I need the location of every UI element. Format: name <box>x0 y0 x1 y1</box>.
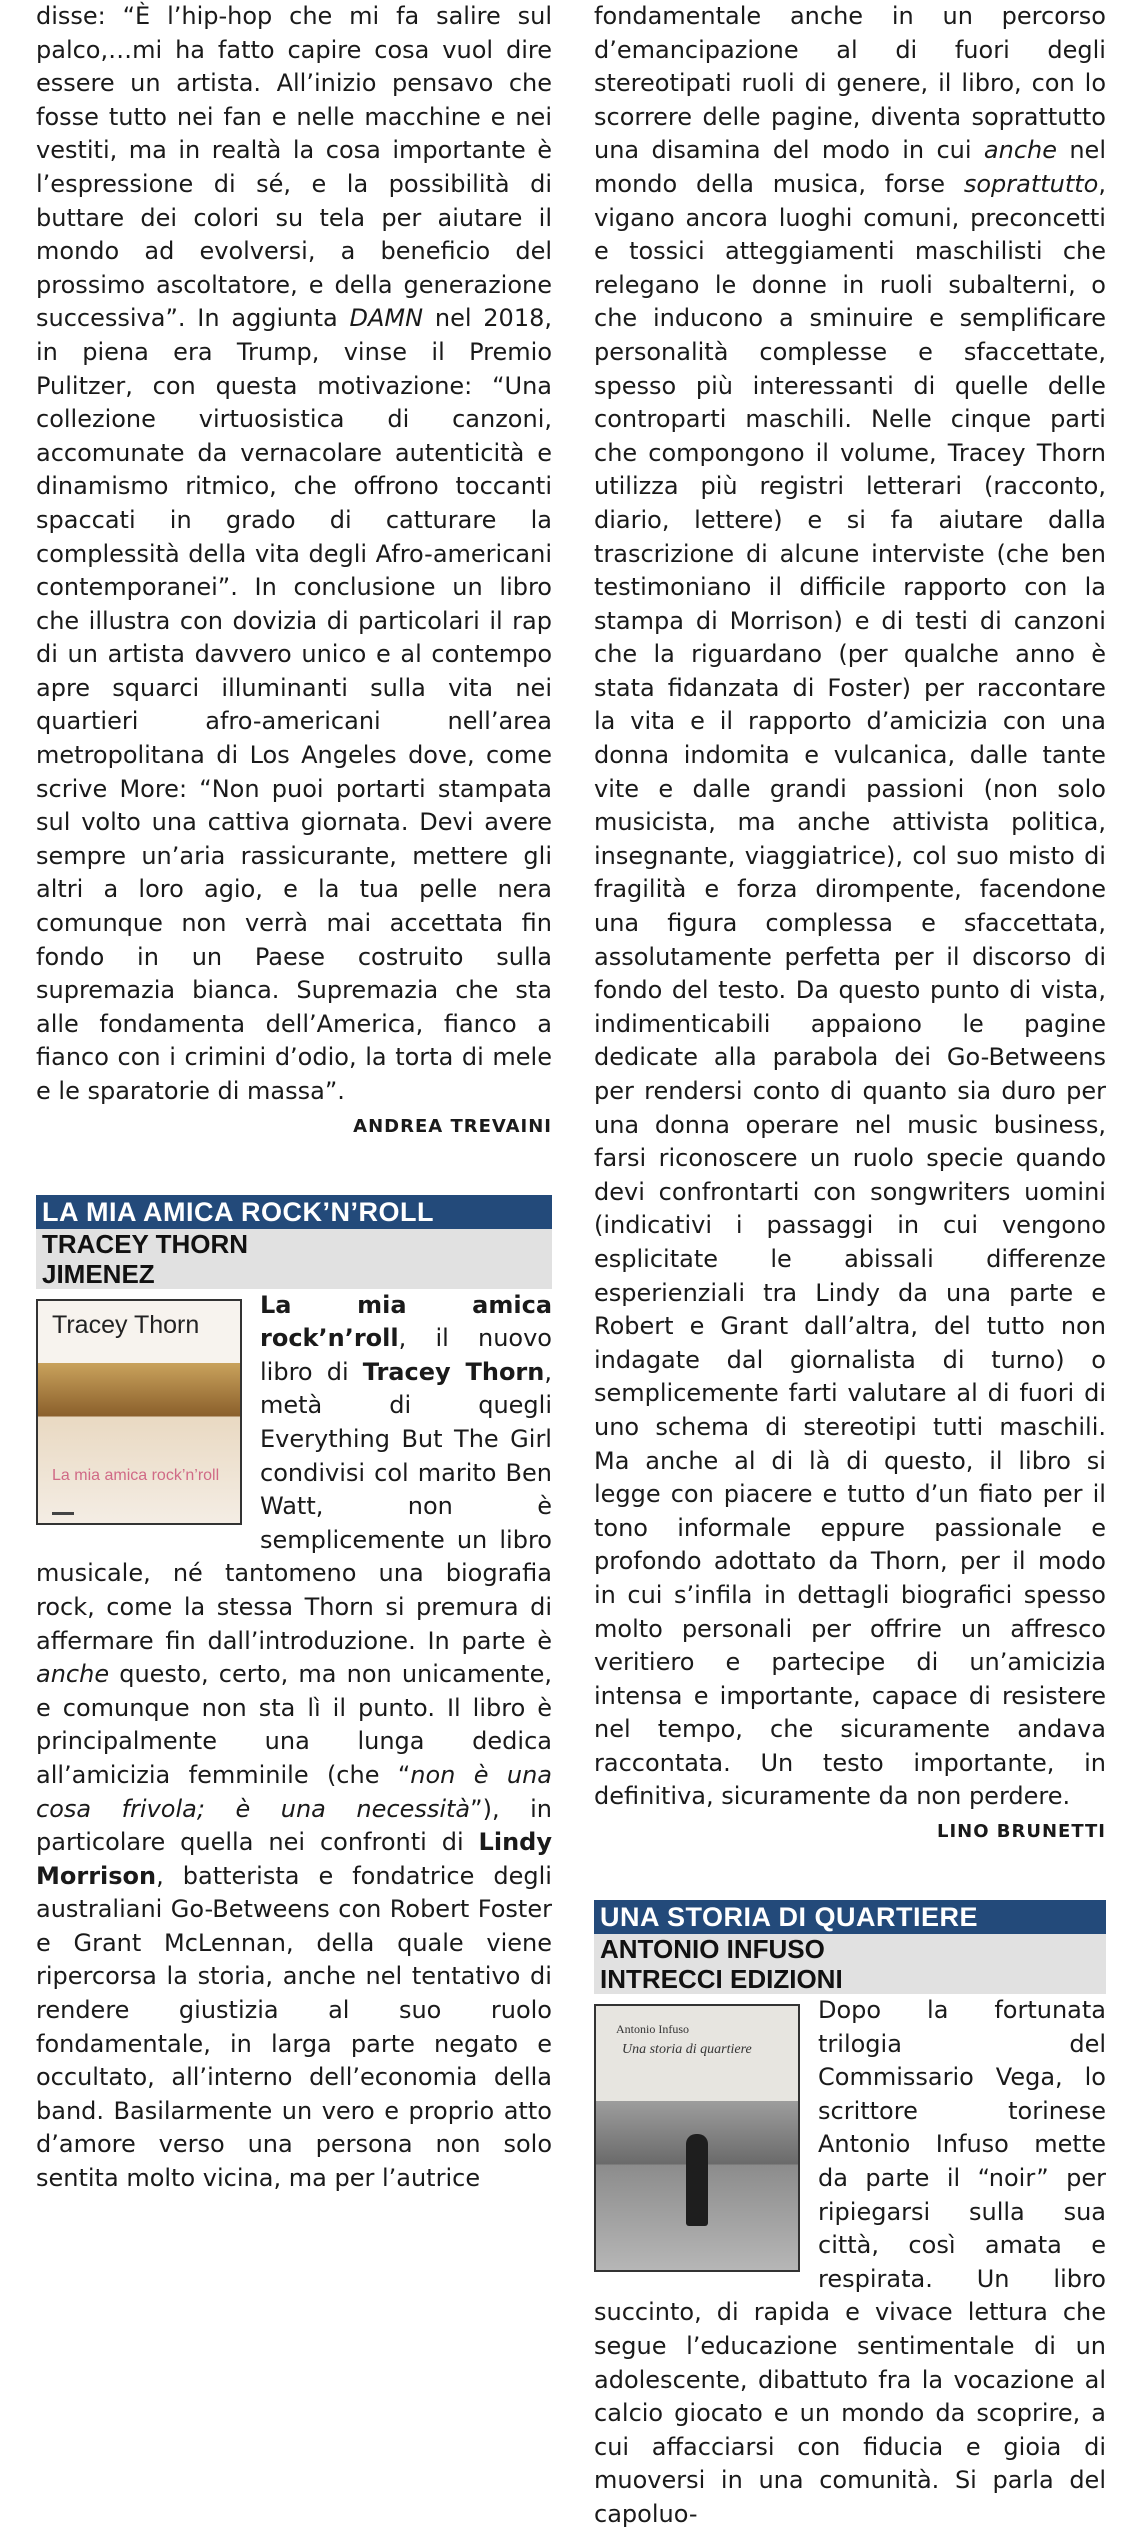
cover-title-text: La mia amica rock’n’roll <box>52 1466 220 1484</box>
cover-figure-image <box>686 2134 708 2226</box>
intro-paragraph: disse: “È l’hip-hop che mi fa salire sul palco,…mi ha fatto capire cosa vuol dire essere un artista. All’inizio pensavo che fosse tutto nei fan e nelle macchine e nei vestiti, ma in realtà la cosa importante è l’espressione di sé, e la possibilità di buttare dei colori su tela per aiutare il mondo ad evolversi, a beneficio del prossimo ascoltatore, e della generazione successiva”. In aggiunta DAMN nel 2018, in piena era Trump, vinse il Premio Pulitzer, con questa motivazione: “Una collezione virtuosistica di canzoni, accomunate da vernacolare autenticità e dinamismo ritmico, che offrono toccanti spaccati in grado di catturare la complessità della vita degli Afro-americani contemporanei”. In conclusione un libro che illustra con dovizia di particolari il rap di un artista davvero unico e al contempo apre squarci illuminanti sulla vita nei quartieri afro-americani nell’area metropolitana di Los Angeles dove, come scrive More: “Non puoi portarti stampata sul volto una cattiva giornata. Devi avere sempre un’aria rassicurante, mettere gli altri a loro agio, e la tua pelle nera comunque non verrà mai accettata fin fondo in un Paese costruito sulla supremazia bianca. Supremazia che sta alle fondamenta dell’America, fianco a fianco con i crimini d’odio, la torta di mele e le sparatorie di massa”. <box>36 2 552 1105</box>
cover-title-text: Una storia di quartiere <box>622 2042 752 2058</box>
cover-author-text: Antonio Infuso <box>616 2022 689 2037</box>
cover-author-text: Tracey Thorn <box>52 1310 200 1339</box>
review-body-infuso: Dopo la fortunata trilogia del Commissario Vega, lo scrittore torinese Antonio Infuso mette da parte il “noir” per ripiegarsi sulla sua città, così amata e respirata. Un libro succinto, di rapida e vivace lettura che segue l’educazione sentimentale di un adolescente, dibattuto fra la vocazione al calcio giocato e un mondo da scoprire, a cui affacciarsi con fiducia e gioia di muoversi in una comunità. Si parla del capoluo- <box>594 1996 1106 2528</box>
review-author: ANTONIO INFUSO <box>594 1934 1106 1964</box>
review-body-thorn-continued: fondamentale anche in un percorso d’emancipazione al di fuori degli stereotipati ruoli di genere, il libro, con lo scorrere delle pagine, diventa soprattutto una disamina del modo in cui anche nel mondo della musica, forse soprattutto, vigano ancora luoghi comuni, preconcetti e tossici atteggiamenti maschilisti che relegano le donne in ruoli subalterni, o che inducono a sminuire e semplificare personalità complesse e sfaccettate, spesso più interessanti di quelle delle controparti maschili. Nelle cinque parti che compongono il volume, Tracey Thorn utilizza più registri letterari (racconto, diario, lettere) e si fa aiutare dalla trascrizione di alcune interviste (che ben testimoniano il difficile rapporto con la stampa di Morrison) e di testi di canzoni che la riguardano (per qualche anno è stata fidanzata di Foster) per raccontare la vita e il rapporto d’amicizia con una donna indomita e vulcanica, dalle tante vite e dalle grandi passioni (non solo musicista, ma anche attivista politica, insegnante, viaggiatrice), col suo misto di fragilità e forza dirompente, facendone una figura complessa e sfaccettata, assolutamente perfetta per il discorso di fondo del testo. Da questo punto di vista, indimenticabili appaiono le pagine dedicate alla parabola dei Go-Betweens per rendersi conto di quanto sia duro per una donna operare nel music business, farsi riconoscere un ruolo specie quando devi confrontarti con songwriters uomini (indicativi i passaggi in cui vengono esplicitate le abissali differenze esperienziali tra Lindy da una parte e Robert e Grant dall’altra, del tutto non indagate dal giornalista di turno) o semplicemente farti valutare al di fuori di uno schema di stereotipi tutti maschili. Ma anche al di là di questo, il libro si legge con piacere e tutto d’un fiato per il tono informale eppure passionale e profondo adottato da Thorn, per il modo in cui s’infila in dettagli biografici spesso molto personali per offrire un affresco veritiero e partecipe di un’amicizia intensa e importante, capace di resistere nel tempo, che sicuramente andava raccontata. Un testo importante, in definitiva, sicuramente da non perdere. <box>594 2 1107 1811</box>
review-publisher: JIMENEZ <box>36 1259 552 1289</box>
review-header-thorn <box>36 1195 552 1289</box>
review-publisher: INTRECCI EDIZIONI <box>594 1964 1106 1994</box>
left-column <box>36 0 552 2196</box>
right-column <box>594 0 1106 2532</box>
cover-publisher-mark <box>52 1512 74 1515</box>
review-header-infuso <box>594 1900 1106 1994</box>
review-kicker: LA MIA AMICA ROCK’N’ROLL <box>36 1195 552 1229</box>
review-body-thorn: La mia amica rock’n’roll, il nuovo libro di Tracey Thorn, metà di quegli Everything But The Girl condivisi col marito Ben Watt, non è semplicemente un libro musicale, né tantomeno una biografia rock, come la stessa Thorn si premura di affermare fin dall’introduzione. In parte è anche questo, certo, ma non unicamente, e comunque non sta lì il punto. Il libro è principalmente una lunga dedica all’amicizia femminile (che “non è una cosa frivola; è una necessità”), in particolare quella nei confronti di Lindy Morrison, batterista e fondatrice degli australiani Go-Betweens con Robert Foster e Grant McLennan, della quale viene ripercorsa la storia, anche nel tentativo di rendere giustizia al suo ruolo fondamentale, in larga parte negato e occultato, all’interno dell’economia della band. Basilarmente un vero e proprio atto d’amore verso una persona non solo sentita molto vicina, ma per l’autrice <box>36 1290 553 2193</box>
review-kicker: UNA STORIA DI QUARTIERE <box>594 1900 1106 1934</box>
intro-signature: ANDREA TREVAINI <box>353 1115 552 1137</box>
book-cover-thorn <box>36 1299 242 1525</box>
book-cover-infuso <box>594 2004 800 2272</box>
review-signature-thorn: LINO BRUNETTI <box>936 1821 1106 1843</box>
review-author: TRACEY THORN <box>36 1229 552 1259</box>
